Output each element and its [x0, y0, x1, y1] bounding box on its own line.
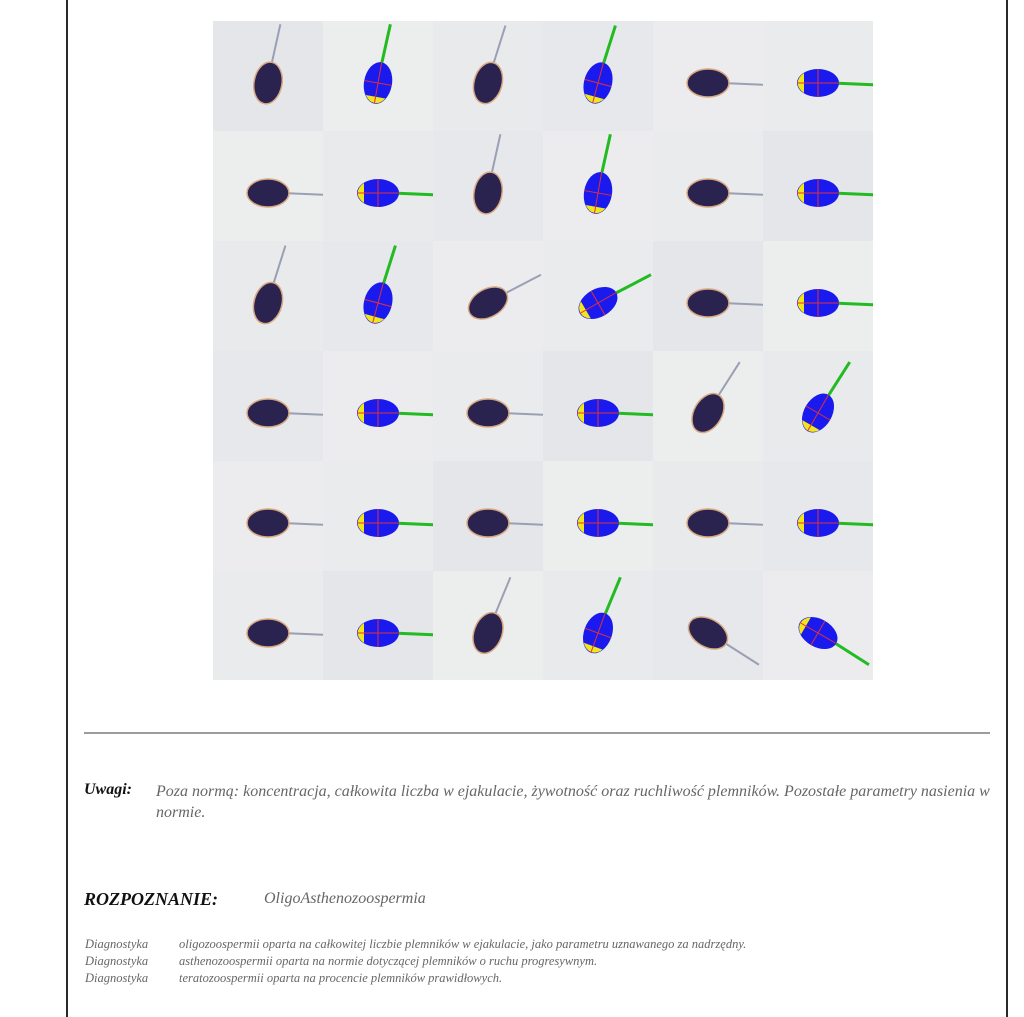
sperm-analysed-image	[323, 241, 433, 351]
note-word: Diagnostyka	[85, 954, 149, 968]
remarks-text: Poza normą: koncentracja, całkowita liczba w ejakulacie, żywotność oraz ruchliwość plemników. Pozostałe parametry nasienia w normie.	[156, 783, 990, 821]
sperm-raw-image	[433, 461, 543, 571]
note-word: Diagnostyka	[85, 937, 149, 951]
sperm-raw-image	[213, 241, 323, 351]
sperm-analysed-image	[763, 21, 873, 131]
sperm-raw-image	[653, 351, 763, 461]
sperm-raw-image	[653, 571, 763, 680]
sperm-raw-image	[433, 21, 543, 131]
diagnostic-notes	[85, 936, 985, 987]
note-text: asthenozoospermii oparta na normie dotyczącej plemników o ruchu progresywnym.	[179, 954, 598, 968]
sperm-raw-image	[433, 571, 543, 680]
sperm-analysed-image	[763, 571, 873, 680]
note-row	[85, 953, 985, 970]
sperm-analysed-image	[543, 351, 653, 461]
sperm-analysed-image	[323, 21, 433, 131]
sperm-raw-image	[433, 131, 543, 241]
sperm-image-grid	[213, 21, 873, 680]
sperm-analysed-image	[543, 131, 653, 241]
sperm-analysed-image	[763, 351, 873, 461]
note-row	[85, 936, 985, 953]
sperm-analysed-image	[763, 461, 873, 571]
note-row	[85, 970, 985, 987]
sperm-raw-image	[213, 351, 323, 461]
diagnosis-label: ROZPOZNANIE:	[84, 889, 218, 909]
sperm-raw-image	[433, 351, 543, 461]
sperm-analysed-image	[323, 131, 433, 241]
sperm-analysed-image	[763, 131, 873, 241]
divider	[84, 732, 990, 734]
sperm-analysed-image	[323, 351, 433, 461]
diagnosis-value: OligoAsthenozoospermia	[264, 890, 426, 907]
sperm-raw-image	[653, 241, 763, 351]
sperm-raw-image	[213, 571, 323, 680]
sperm-analysed-image	[323, 461, 433, 571]
sperm-raw-image	[433, 241, 543, 351]
sperm-raw-image	[653, 21, 763, 131]
sperm-raw-image	[653, 461, 763, 571]
note-text: teratozoospermii oparta na procencie plemników prawidłowych.	[179, 971, 503, 985]
sperm-raw-image	[213, 21, 323, 131]
sperm-analysed-image	[543, 21, 653, 131]
sperm-analysed-image	[543, 571, 653, 680]
sperm-analysed-image	[763, 241, 873, 351]
sperm-analysed-image	[543, 241, 653, 351]
sperm-analysed-image	[543, 461, 653, 571]
sperm-raw-image	[213, 131, 323, 241]
remarks-label: Uwagi:	[84, 781, 132, 798]
note-word: Diagnostyka	[85, 971, 149, 985]
note-text: oligozoospermii oparta na całkowitej liczbie plemników w ejakulacie, jako parametru uznawanego za nadrzędny.	[179, 937, 747, 951]
sperm-analysed-image	[323, 571, 433, 680]
sperm-raw-image	[213, 461, 323, 571]
sperm-raw-image	[653, 131, 763, 241]
